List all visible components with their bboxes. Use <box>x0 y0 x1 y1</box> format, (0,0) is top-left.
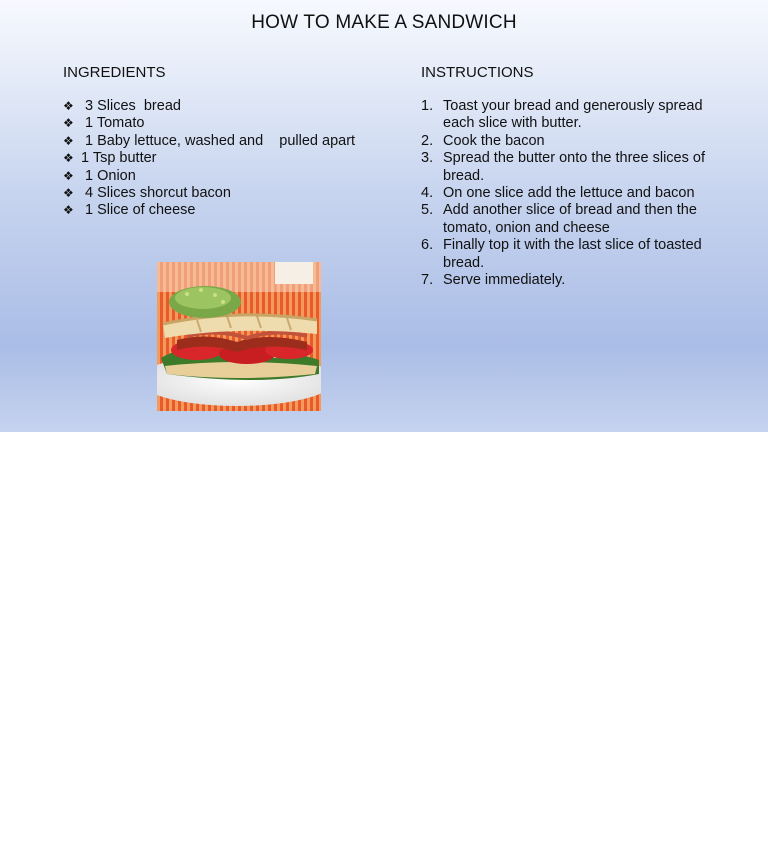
step-number: 7. <box>421 272 434 289</box>
four-diamond-bullet-icon: ❖ <box>63 116 74 131</box>
step-text: Finally top it with the last slice of toasted bread. <box>443 237 702 271</box>
step-text: On one slice add the lettuce and bacon <box>443 185 695 202</box>
list-item <box>421 98 721 133</box>
ingredients-heading: INGREDIENTS <box>63 64 166 81</box>
step-text: Cook the bacon <box>443 132 545 149</box>
step-number: 2. <box>421 132 434 149</box>
four-diamond-bullet-icon: ❖ <box>63 168 74 183</box>
list-item <box>63 115 355 132</box>
list-item <box>421 202 721 237</box>
four-diamond-bullet-icon: ❖ <box>63 133 74 148</box>
step-text: Spread the butter onto the three slices of bread. <box>443 150 705 184</box>
ingredient-text: 1 Tomato <box>81 115 145 132</box>
list-item <box>421 133 721 150</box>
recipe-slide <box>0 0 768 432</box>
step-text: Serve immediately. <box>443 272 566 289</box>
list-item <box>63 133 355 150</box>
instructions-heading: INSTRUCTIONS <box>421 64 534 81</box>
ingredient-text: 1 Slice of cheese <box>81 202 196 219</box>
step-number: 4. <box>421 185 434 202</box>
instructions-list <box>421 98 721 289</box>
list-item <box>421 150 721 185</box>
list-item <box>63 168 355 185</box>
step-text: Toast your bread and generously spread each slice with butter. <box>443 98 703 132</box>
four-diamond-bullet-icon: ❖ <box>63 151 74 166</box>
list-item <box>421 185 721 202</box>
step-number: 5. <box>421 202 434 219</box>
step-text: Add another slice of bread and then the tomato, onion and cheese <box>443 202 697 236</box>
ingredient-text: 4 Slices shorcut bacon <box>81 185 231 202</box>
ingredient-text: 1 Tsp butter <box>81 150 157 167</box>
list-item <box>421 237 721 272</box>
list-item <box>421 272 721 289</box>
step-number: 3. <box>421 150 434 167</box>
four-diamond-bullet-icon: ❖ <box>63 99 74 113</box>
step-number: 1. <box>421 98 434 114</box>
step-number: 6. <box>421 237 434 254</box>
ingredient-text: 1 Onion <box>81 167 136 184</box>
ingredient-text: 1 Baby lettuce, washed and pulled apart <box>81 132 356 149</box>
list-item <box>63 98 355 115</box>
ingredients-list <box>63 98 355 220</box>
list-item <box>63 202 355 219</box>
page-title: HOW TO MAKE A SANDWICH <box>251 12 517 33</box>
four-diamond-bullet-icon: ❖ <box>63 203 74 218</box>
four-diamond-bullet-icon: ❖ <box>63 186 74 201</box>
ingredient-text: 3 Slices bread <box>81 98 181 114</box>
sandwich-photo <box>157 262 321 411</box>
list-item <box>63 150 355 167</box>
list-item <box>63 185 355 202</box>
